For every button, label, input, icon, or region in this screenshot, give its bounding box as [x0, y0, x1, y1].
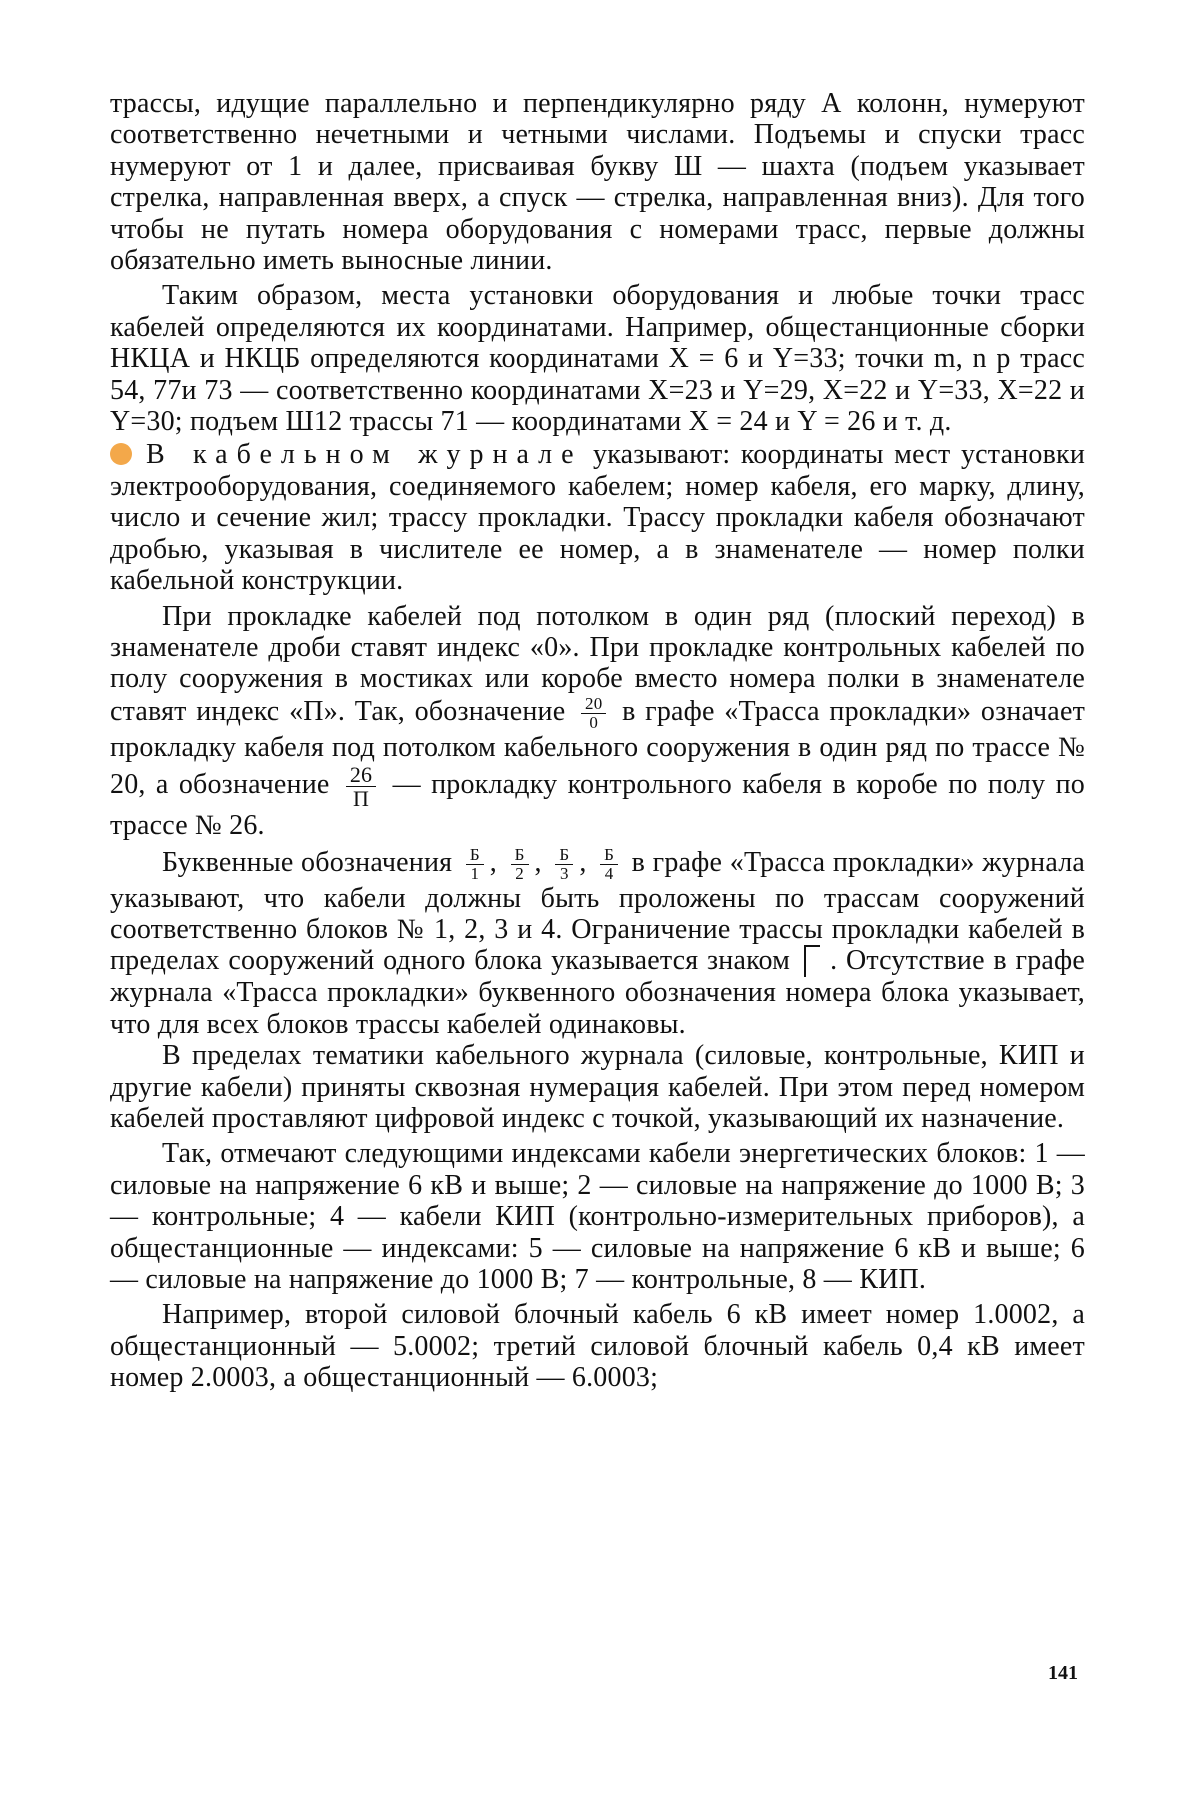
paragraph-7: Так, отмечают следующими индексами кабели энергетических блоков: 1 — силовые на напряжение 6 кВ и выше; 2 — силовые на напряжение до 1000 В; 3 — контрольные; 4 — кабели КИП (контрольно-измерительных приборов), а общестанционные — индексами: 5 — силовые на напряжение 6 кВ и выше; 6 — силовые на напряжение до 1000 В; 7 — контрольные, 8 — КИП. [110, 1138, 1085, 1295]
fraction-20-0 [581, 695, 606, 732]
fraction-denominator: 4 [604, 863, 614, 883]
fraction-numerator: Б [511, 846, 529, 865]
paragraph-4-part-c: — прокладку контрольного кабеля в коробе по полу по трассе № 26. [110, 769, 1085, 842]
fraction-numerator: Б [466, 846, 484, 865]
paragraph-1: трассы, идущие параллельно и перпендикулярно ряду А колонн, нумеруют соответственно нечетными и четными числами. Подъемы и спуски трасс нумеруют от 1 и далее, присваивая букву Ш — шахта (подъем указывает стрелка, направленная вверх, а спуск — стрелка, направленная вниз). Для того чтобы не путать номера оборудования с номерами трасс, первые должны обязательно иметь выносные линии. [110, 88, 1085, 277]
fraction-numerator: Б [600, 846, 618, 865]
page-body [110, 88, 1085, 1394]
fraction-b-2 [511, 846, 529, 883]
fraction-denominator: 3 [559, 863, 569, 883]
fraction-numerator: 20 [581, 695, 606, 714]
fraction-numerator: 26 [346, 763, 376, 787]
paragraph-3-text: указывают: координаты мест установки электрооборудования, соединяемого кабелем; номер кабеля, его марку, длину, число и сечение жил; трассу прокладки. Трассу прокладки кабеля обозначают дробью, указывая в числителе ее номер, а в знаменателе — номер полки кабельной конструкции. [110, 439, 1086, 597]
fraction-separator: , [534, 846, 542, 878]
paragraph-4-part-b: в графе «Трасса прокладки» означает прокладку кабеля под потолком кабельного сооружения в один ряд по трассе № 20, а обозначение [110, 695, 1086, 801]
fraction-denominator: 0 [589, 712, 599, 732]
paragraph-8: Например, второй силовой блочный кабель 6 кВ имеет номер 1.0002, а общестанционный — 5.0002; третий силовой блочный кабель 0,4 кВ имеет номер 2.0003, а общестанционный — 6.0003; [110, 1299, 1085, 1394]
bracket-sign-icon [804, 945, 820, 977]
fraction-26-p [346, 763, 376, 810]
term-cable-journal: В кабельном журнале [146, 439, 583, 471]
paragraph-5-part-a: Буквенные обозначения [162, 846, 453, 878]
paragraph-3 [110, 439, 1085, 596]
orange-dot-marker-icon [110, 443, 132, 465]
paragraph-2: Таким образом, места установки оборудования и любые точки трасс кабелей определяются их координатами. Например, общестанционные сборки НКЦА и НКЦБ определяются координатами X = 6 и Y=33; точки m, n p трасс 54, 77и 73 — соответственно координатами X=23 и Y=29, X=22 и Y=33, X=22 и Y=30; подъем Ш12 трассы 71 — координатами X = 24 и Y = 26 и т. д. [110, 280, 1085, 438]
fraction-denominator: 1 [470, 863, 480, 883]
paragraph-4 [110, 601, 1085, 842]
paragraph-5-part-c: . Отсутствие в графе журнала «Трасса прокладки» буквенного обозначения номера блока указывает, что для всех блоков трассы кабелей одинаковы. [110, 945, 1085, 1040]
paragraph-5-part-b: в графе «Трасса прокладки» журнала указывают, что кабели должны быть проложены по трассам сооружений соответственно блоков № 1, 2, 3 и 4. Ограничение трассы прокладки кабелей в пределах сооружений одного блока указывается знаком [110, 846, 1086, 977]
fraction-b-3 [555, 846, 573, 883]
fraction-denominator: 2 [515, 863, 524, 883]
fraction-separator: , [579, 846, 587, 878]
fraction-separator: , [489, 846, 497, 878]
fraction-denominator: П [353, 786, 370, 812]
fraction-b-4 [600, 846, 618, 883]
fraction-numerator: Б [555, 846, 573, 865]
paragraph-6: В пределах тематики кабельного журнала (силовые, контрольные, КИП и другие кабели) приняты сквозная нумерация кабелей. При этом перед номером кабелей проставляют цифровой индекс с точкой, указывающий их назначение. [110, 1040, 1085, 1134]
paragraph-5 [110, 846, 1085, 1041]
fraction-b-1 [466, 846, 484, 883]
paragraph-4-part-a: При прокладке кабелей под потолком в один ряд (плоский переход) в знаменателе дроби ставят индекс «0». При прокладке контрольных кабелей по полу сооружения в мостиках или коробе вместо номера полки в знаменателе ставят индекс «П». Так, обозначение [110, 600, 1085, 727]
page-number: 141 [1048, 1662, 1078, 1684]
